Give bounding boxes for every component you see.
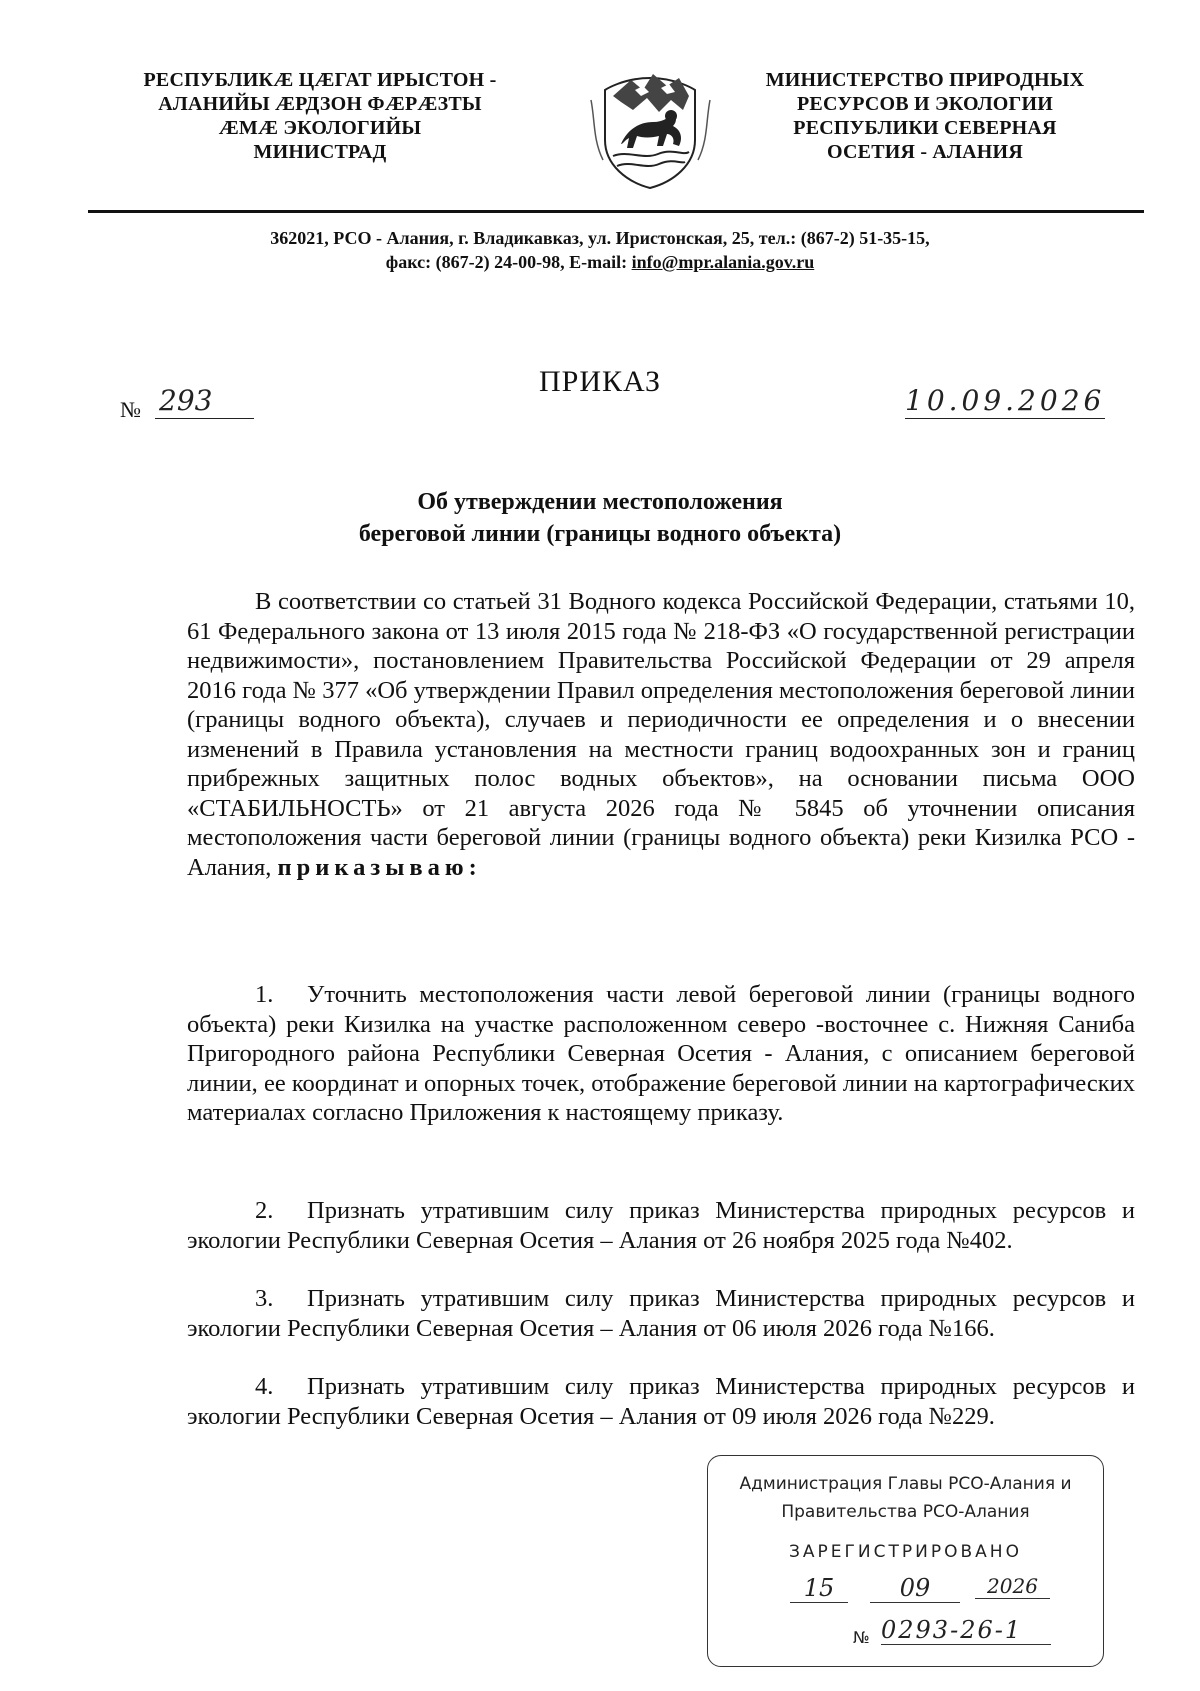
item-number: 4.: [255, 1373, 274, 1400]
contact-line: [100, 250, 1100, 274]
preamble-paragraph: [187, 587, 1135, 882]
order-subject: [200, 486, 1000, 550]
header-right-line: РЕСУРСОВ И ЭКОЛОГИИ: [797, 93, 1053, 115]
order-date-handwritten: 10.09.2026: [905, 384, 1106, 417]
coat-of-arms-icon: [583, 60, 718, 190]
header-left-line: РЕСПУБЛИКӔ ЦӔГАТ ИРЫСТОН -: [143, 69, 497, 91]
item-number: 2.: [255, 1197, 274, 1224]
item-number: 1.: [255, 981, 274, 1008]
stamp-day: 15: [790, 1574, 848, 1603]
fax-text: факс: (867-2) 24-00-98, E-mail:: [385, 252, 632, 272]
subject-line: береговой линии (границы водного объекта): [358, 521, 842, 547]
stamp-authority-line: Правительства РСО-Алания: [781, 1502, 1030, 1522]
header-right-line: МИНИСТЕРСТВО ПРИРОДНЫХ: [765, 69, 1085, 91]
header-divider: [88, 210, 1144, 213]
header-left-line: ӔМӔ ЭКОЛОГИЙЫ: [218, 117, 422, 139]
registration-stamp: [707, 1455, 1104, 1667]
order-number-label: №: [120, 397, 141, 422]
header-right-line: РЕСПУБЛИКИ СЕВЕРНАЯ: [793, 117, 1057, 139]
stamp-registration-number: [853, 1616, 1063, 1648]
header-right-russian: [725, 68, 1125, 164]
item-text: Уточнить местоположения части левой береговой линии (границы водного объекта) реки Кизилка на участке расположенном северо -восточнее с. Нижняя Саниба Пригородного района Республики Северная Осетия - Алания, с описанием береговой линии, ее координат и опорных точек, отображение береговой линии на картографических материалах согласно Приложения к настоящему приказу.: [187, 981, 1135, 1126]
stamp-date: [790, 1574, 1060, 1606]
document-title: ПРИКАЗ: [539, 365, 661, 398]
order-word: приказываю:: [277, 853, 482, 881]
order-item: [187, 1372, 1135, 1431]
order-item: [187, 1284, 1135, 1343]
preamble-text: В соответствии со статьей 31 Водного кодекса Российской Федерации, статьями 10, 61 Федерального закона от 13 июля 2015 года № 218-ФЗ «О государственной регистрации недвижимости», постановлением Правительства Российской Федерации от 29 апреля 2016 года № 377 «Об утверждении Правил определения местоположения береговой линии (границы водного объекта), случаев и периодичности ее определения и о внесении изменений в Правила установления на местности границ водоохранных зон и границ прибрежных защитных полос водных объектов», на основании письма ООО «СТАБИЛЬНОСТЬ» от 21 августа 2026 года № 5845 об уточнении описания местоположения части береговой линии (границы водного объекта) реки Кизилка РСО - Алания,: [187, 588, 1135, 881]
header-left-ossetian: [100, 68, 540, 164]
address-line: 362021, РСО - Алания, г. Владикавказ, ул. Иристонская, 25, тел.: (867-2) 51-35-15,: [270, 228, 930, 248]
item-text: Признать утратившим силу приказ Министерства природных ресурсов и экологии Республики Северная Осетия – Алания от 09 июля 2026 года №229.: [187, 1373, 1135, 1430]
stamp-number-label: №: [853, 1628, 870, 1647]
order-number-handwritten: 293: [155, 384, 254, 419]
item-text: Признать утратившим силу приказ Министерства природных ресурсов и экологии Республики Северная Осетия – Алания от 26 ноября 2025 года №402.: [187, 1197, 1135, 1254]
header-left-line: МИНИСТРАД: [253, 141, 387, 163]
email-link[interactable]: info@mpr.alania.gov.ru: [631, 252, 815, 272]
header-right-line: ОСЕТИЯ - АЛАНИЯ: [827, 141, 1023, 163]
item-number: 3.: [255, 1285, 274, 1312]
stamp-month: 09: [870, 1574, 960, 1603]
subject-line: Об утверждении местоположения: [417, 489, 783, 515]
stamp-year: 2026: [975, 1574, 1050, 1599]
stamp-authority-line: Администрация Главы РСО-Алания и: [739, 1474, 1072, 1494]
header-left-line: АЛАНИЙЫ ӔРДЗОН ФӔРӔЗТЫ: [158, 93, 482, 115]
stamp-registered-label: ЗАРЕГИСТРИРОВАНО: [789, 1542, 1022, 1562]
order-item: [187, 1196, 1135, 1255]
order-item: [187, 980, 1135, 1128]
item-text: Признать утратившим силу приказ Министерства природных ресурсов и экологии Республики Северная Осетия – Алания от 06 июля 2026 года №166.: [187, 1285, 1135, 1342]
stamp-number-value: 0293-26-1: [881, 1616, 1051, 1645]
